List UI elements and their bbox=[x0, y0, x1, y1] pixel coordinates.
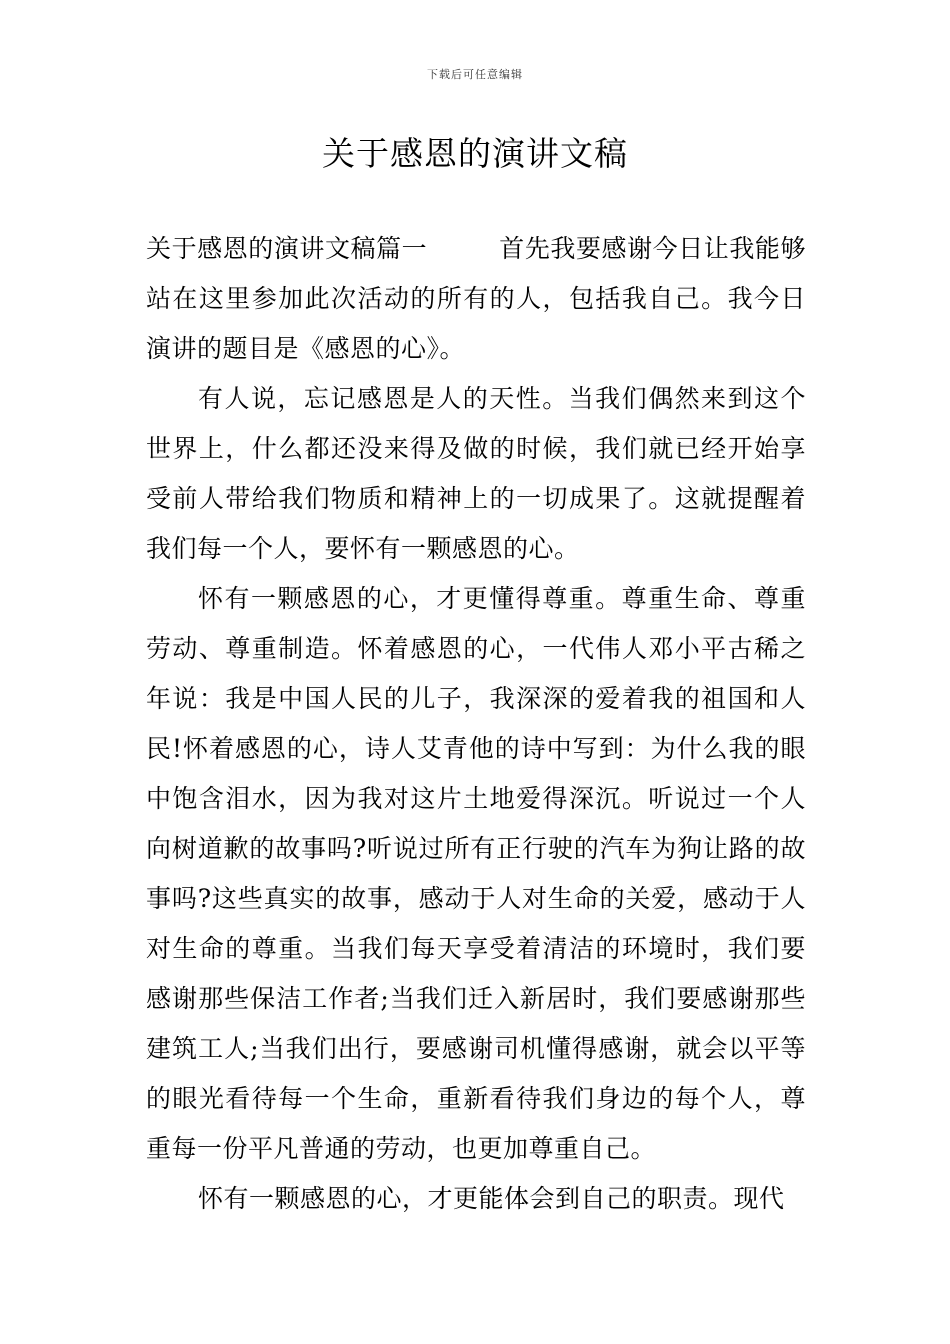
body-paragraph: 有人说，忘记感恩是人的天性。当我们偶然来到这个世界上，什么都还没来得及做的时候，我们就已经开始享受前人带给我们物质和精神上的一切成果了。这就提醒着我们每一个人，要怀有一颗感恩的心。 bbox=[146, 384, 806, 563]
header-note: 下载后可任意编辑 bbox=[427, 68, 523, 81]
lead-paragraph bbox=[146, 224, 806, 374]
lead-text: 首先我要感谢今日让我能够站在这里参加此次活动的所有的人，包括我自己。我今日演讲的题目是《感恩的心》。 bbox=[146, 234, 806, 363]
body-paragraph: 怀有一颗感恩的心，才更能体会到自己的职责。现代 bbox=[198, 1184, 785, 1213]
body-paragraph: 怀有一颗感恩的心，才更懂得尊重。尊重生命、尊重劳动、尊重制造。怀着感恩的心，一代伟人邓小平古稀之年说：我是中国人民的儿子，我深深的爱着我的祖国和人民!怀着感恩的心，诗人艾青他的诗中写到：为什么我的眼中饱含泪水，因为我对这片土地爱得深沉。听说过一个人向树道歉的故事吗?听说过所有正行驶的汽车为狗让路的故事吗?这些真实的故事，感动于人对生命的关爱，感动于人对生命的尊重。当我们每天享受着清洁的环境时，我们要感谢那些保洁工作者;当我们迁入新居时，我们要感谢那些建筑工人;当我们出行，要感谢司机懂得感谢，就会以平等的眼光看待每一个生命，重新看待我们身边的每个人，尊重每一份平凡普通的劳动，也更加尊重自己。 bbox=[146, 584, 806, 1163]
lead-heading: 关于感恩的演讲文稿篇一 bbox=[146, 234, 428, 263]
document-body bbox=[146, 224, 806, 1224]
document-title: 关于感恩的演讲文稿 bbox=[322, 134, 628, 173]
